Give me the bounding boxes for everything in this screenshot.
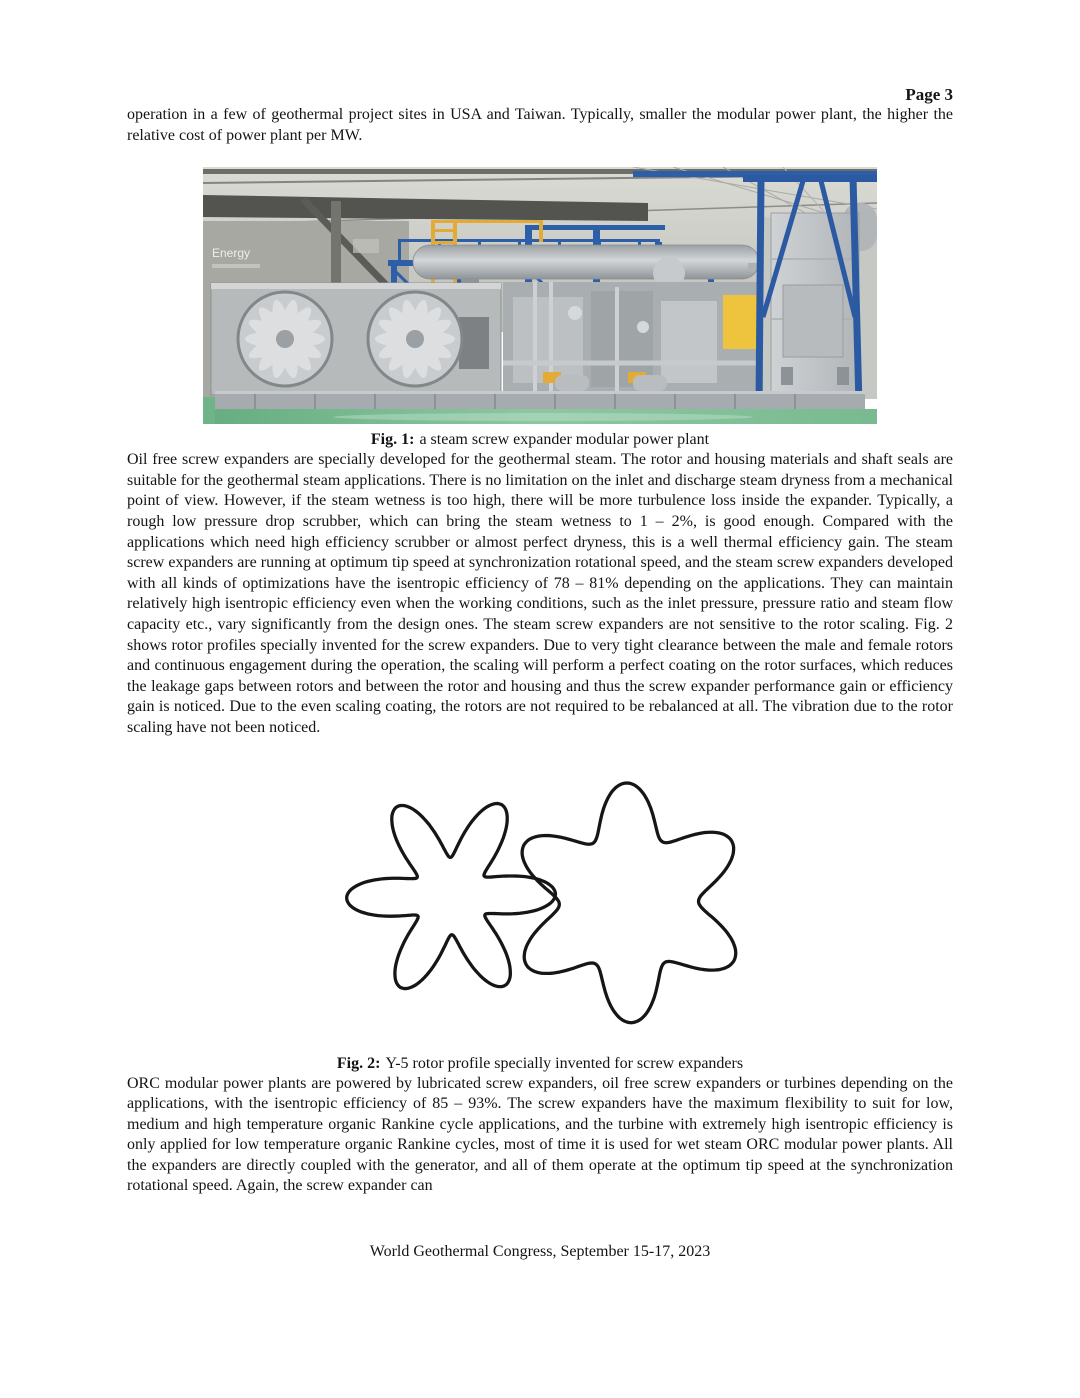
photo-fan-unit xyxy=(211,283,501,395)
footer-conference-line: World Geothermal Congress, September 15-17, 2023 xyxy=(369,1243,711,1261)
fig2-rotor-drawing xyxy=(290,753,790,1043)
fig2-label: Fig. 2: xyxy=(336,1054,381,1072)
figure-2 xyxy=(127,753,953,1074)
photo-machinery xyxy=(503,282,765,394)
paragraph-intro: operation in a few of geothermal project sites in USA and Taiwan. Typically, smaller the modular power plant, the higher the relative cost of power plant per MW. xyxy=(127,106,953,144)
figure-1 xyxy=(127,167,953,450)
photo-wall-text: Energy xyxy=(212,246,251,261)
fig1-label: Fig. 1: xyxy=(370,431,415,449)
paragraph-body2: ORC modular power plants are powered by lubricated screw expanders, oil free screw expanders or turbines depending on the applications, with the isentropic efficiency of 85 – 93%. The screw expanders have the maximum flexibility to suit for low, medium and high temperature organic Rankine cycle applications, and the turbine with extremely high isentropic efficiency is only applied for low temperature organic Rankine cycles, most of time it is used for wet steam ORC modular power plants. All the expanders are directly coupled with the generator, and all of them operate at the optimum tip speed at the synchronization rotational speed. Again, the screw expander can xyxy=(127,1074,953,1195)
fan-left-icon xyxy=(238,292,332,386)
fan-right-icon xyxy=(368,292,462,386)
fig1-caption xyxy=(127,429,953,450)
page-number: Page 3 xyxy=(905,85,953,104)
fig1-photo xyxy=(203,167,877,424)
fig1-caption-text: a steam screw expander modular power plant xyxy=(419,431,710,449)
fig2-caption-text: Y-5 rotor profile specially invented for screw expanders xyxy=(385,1054,744,1072)
fig2-caption xyxy=(127,1053,953,1074)
paragraph-body1: Oil free screw expanders are specially developed for the geothermal steam. The rotor and housing materials and shaft seals are suitable for the geothermal steam applications. There is no limitation on the inlet and discharge steam dryness from a mechanical point of view. However, if the steam wetness is too high, there will be more turbulence loss inside the expander. Typically, a rough low pressure drop scrubber, which can bring the steam wetness to 1 – 2%, is good enough. Compared with the applications which need high efficiency scrubber or almost perfect dryness, this is a well thermal efficiency gain. The steam screw expanders are running at optimum tip speed at synchronization rotational speed, and the steam screw expanders developed with all kinds of optimizations have the isentropic efficiency of 78 – 81% depending on the applications. They can maintain relatively high isentropic efficiency even when the working conditions, such as the inlet pressure, pressure ratio and steam flow capacity etc., vary significantly from the design ones. The steam screw expanders are not sensitive to the rotor scaling. Fig. 2 shows rotor profiles specially invented for the screw expanders. Due to very tight clearance between the male and female rotors and continuous engagement during the operation, the scaling will perform a perfect coating on the rotor surfaces, which reduces the leakage gaps between rotors and between the rotor and housing and thus the screw expander performance gain or efficiency gain is noticed. Due to the even scaling coating, the rotors are not required to be rebalanced at all. The vibration due to the rotor scaling have not been noticed. xyxy=(127,451,953,736)
rotor-female-profile xyxy=(522,782,736,1022)
